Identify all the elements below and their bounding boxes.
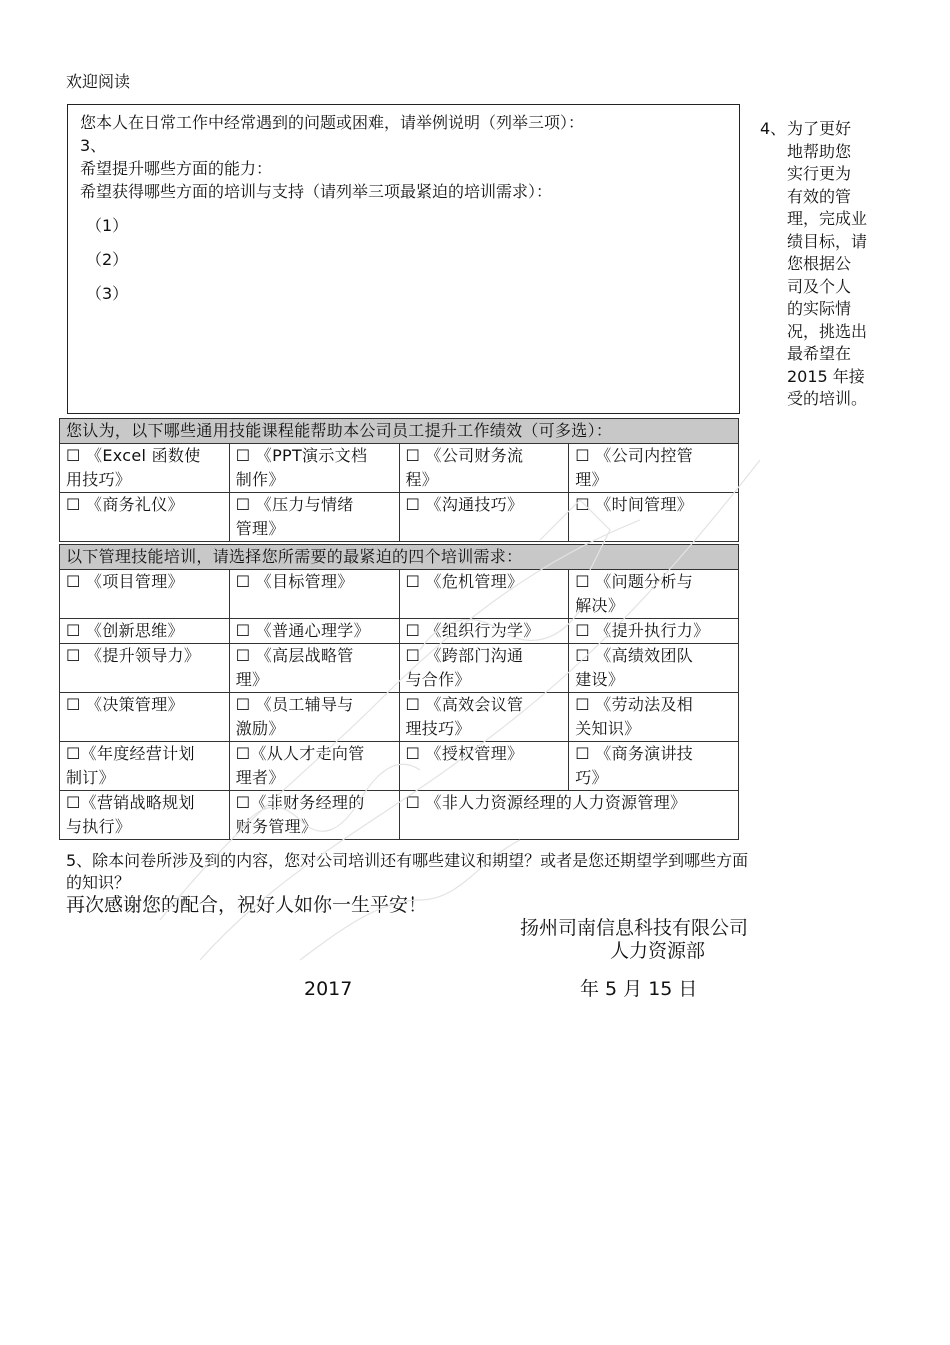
- course-option-finance-process[interactable]: ☐ 《公司财务流 程》: [399, 444, 569, 493]
- course-option-cross-dept[interactable]: ☐ 《跨部门沟通 与合作》: [399, 644, 569, 693]
- side-note-line: 2015 年接: [787, 366, 865, 386]
- course-option-finance-non-fin[interactable]: ☐《非财务经理的 财务管理》: [229, 791, 399, 840]
- answer-item-2: （2）: [86, 250, 129, 269]
- side-note-line: 的实际情: [787, 299, 852, 318]
- course-option-labor-law[interactable]: ☐ 《劳动法及相 关知识》: [569, 693, 739, 742]
- course-option-leadership[interactable]: ☐ 《提升领导力》: [60, 644, 230, 693]
- course-option-hr-non-hr[interactable]: ☐ 《非人力资源经理的人力资源管理》: [399, 791, 739, 840]
- course-option-execution[interactable]: ☐ 《提升执行力》: [569, 619, 739, 644]
- side-note-line: 为了更好: [787, 119, 852, 138]
- side-note-line: 最希望在: [787, 344, 852, 363]
- course-option-meetings[interactable]: ☐ 《高效会议管 理技巧》: [399, 693, 569, 742]
- course-option-presentation[interactable]: ☐ 《商务演讲技 巧》: [569, 742, 739, 791]
- side-note-line: 司及个人: [787, 276, 852, 296]
- course-option-project[interactable]: ☐ 《项目管理》: [60, 570, 230, 619]
- side-note-line: 有效的管: [787, 186, 852, 206]
- course-option-decision[interactable]: ☐ 《决策管理》: [60, 693, 230, 742]
- side-note-line: 况，挑选出: [787, 321, 868, 341]
- department-name: 人力资源部: [610, 940, 706, 962]
- question-box[interactable]: [67, 104, 740, 414]
- side-note-line: 实行更为: [787, 164, 852, 183]
- course-option-communication[interactable]: ☐ 《沟通技巧》: [399, 493, 569, 542]
- side-note: [760, 118, 890, 411]
- question-problems: 您本人在日常工作中经常遇到的问题或困难，请举例说明（列举三项）：: [80, 113, 585, 132]
- course-option-marketing[interactable]: ☐《营销战略规划 与执行》: [60, 791, 230, 840]
- course-option-team[interactable]: ☐ 《高绩效团队 建设》: [569, 644, 739, 693]
- question-5: [66, 850, 846, 894]
- course-option-goal[interactable]: ☐ 《目标管理》: [229, 570, 399, 619]
- general-skills-header: 您认为，以下哪些通用技能课程能帮助本公司员工提升工作绩效（可多选）：: [60, 419, 739, 444]
- question-5-line: 的知识？: [66, 873, 131, 892]
- course-option-annual-plan[interactable]: ☐《年度经营计划 制订》: [60, 742, 230, 791]
- date-year: 2017: [304, 978, 353, 1000]
- welcome-text: 欢迎阅读: [66, 72, 131, 91]
- question-abilities: 希望提升哪些方面的能力：: [80, 159, 273, 178]
- course-option-time[interactable]: ☐ 《时间管理》: [569, 493, 739, 542]
- course-option-talent-to-manager[interactable]: ☐《从人才走向管 理者》: [229, 742, 399, 791]
- question-3-label: 3、: [80, 136, 107, 155]
- course-option-org-behavior[interactable]: ☐ 《组织行为学》: [399, 619, 569, 644]
- general-skills-table: [59, 418, 739, 542]
- management-skills-table: [59, 544, 739, 840]
- side-note-line: 绩目标，请: [787, 231, 868, 251]
- course-option-problem-analysis[interactable]: ☐ 《问题分析与 解决》: [569, 570, 739, 619]
- course-option-delegation[interactable]: ☐ 《授权管理》: [399, 742, 569, 791]
- side-note-line: 地帮助您: [787, 141, 852, 161]
- side-note-number: 4、: [760, 119, 787, 138]
- course-option-coaching[interactable]: ☐ 《员工辅导与 激励》: [229, 693, 399, 742]
- side-note-line: 理，完成业: [787, 209, 868, 228]
- date-month-day: 年 5 月 15 日: [580, 978, 698, 1000]
- side-note-line: 受的培训。: [787, 389, 868, 408]
- course-option-strategy[interactable]: ☐ 《高层战略管 理》: [229, 644, 399, 693]
- course-option-excel[interactable]: ☐ 《Excel 函数使 用技巧》: [60, 444, 230, 493]
- question-5-line: 5、除本问卷所涉及到的内容，您对公司培训还有哪些建议和期望？或者是您还期望学到哪些方面: [66, 851, 749, 870]
- course-option-psychology[interactable]: ☐ 《普通心理学》: [229, 619, 399, 644]
- thanks-text: 再次感谢您的配合，祝好人如你一生平安！: [66, 894, 428, 916]
- company-name: 扬州司南信息科技有限公司: [520, 917, 749, 939]
- question-training-needs: 希望获得哪些方面的培训与支持（请列举三项最紧迫的培训需求）：: [80, 182, 553, 201]
- course-option-stress[interactable]: ☐ 《压力与情绪 管理》: [229, 493, 399, 542]
- course-option-ppt[interactable]: ☐ 《PPT演示文档 制作》: [229, 444, 399, 493]
- management-skills-header: 以下管理技能培训，请选择您所需要的最紧迫的四个培训需求：: [60, 545, 739, 570]
- answer-item-1: （1）: [86, 216, 129, 235]
- course-option-etiquette[interactable]: ☐ 《商务礼仪》: [60, 493, 230, 542]
- side-note-line: 您根据公: [787, 254, 852, 273]
- answer-item-3: （3）: [86, 284, 129, 303]
- course-option-innovation[interactable]: ☐ 《创新思维》: [60, 619, 230, 644]
- course-option-internal-control[interactable]: ☐ 《公司内控管 理》: [569, 444, 739, 493]
- course-option-crisis[interactable]: ☐ 《危机管理》: [399, 570, 569, 619]
